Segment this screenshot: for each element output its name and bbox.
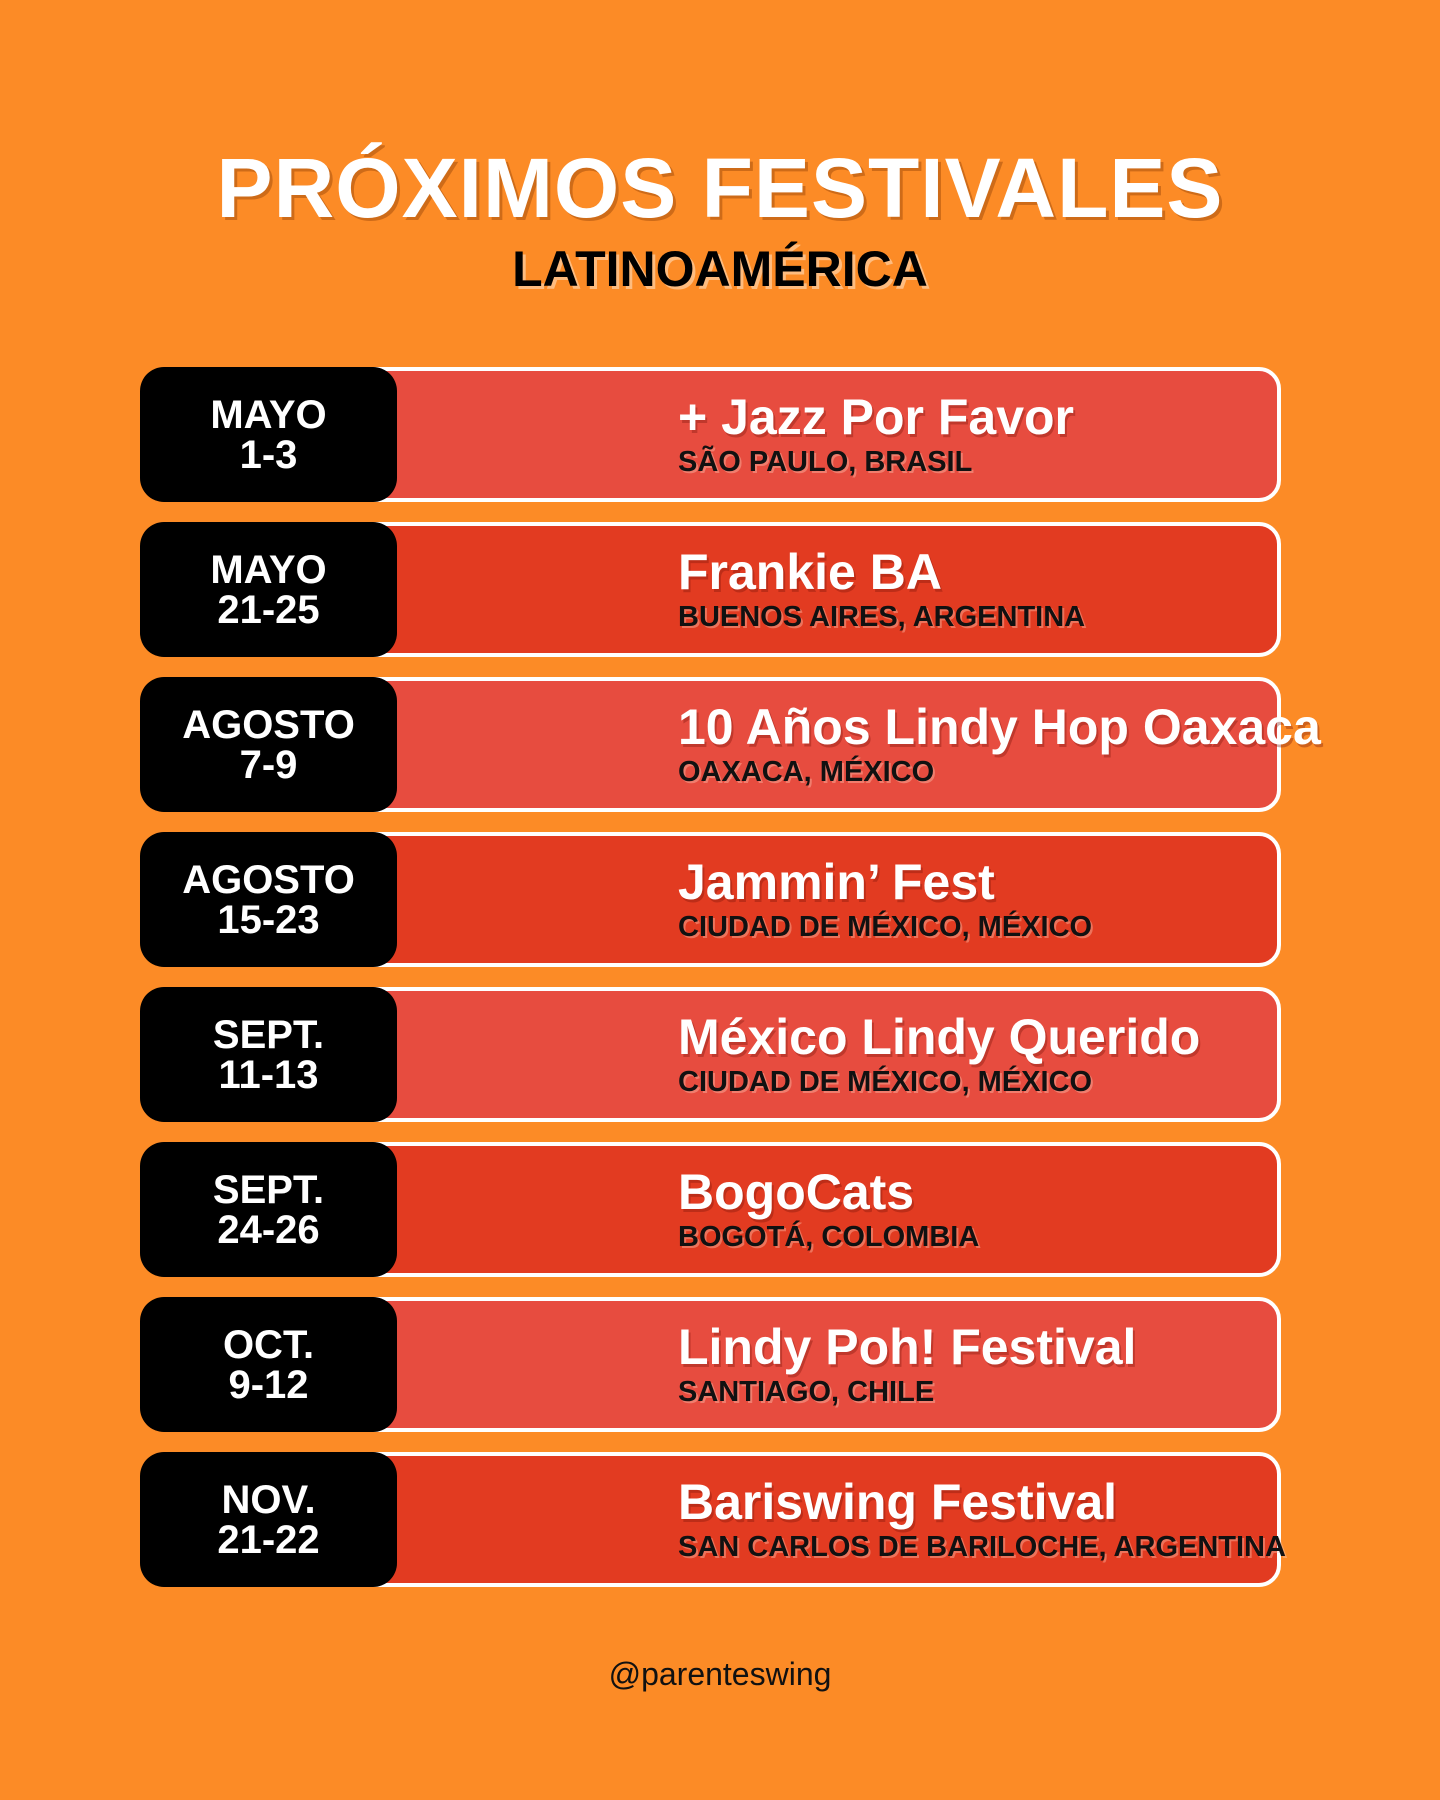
festival-name: + Jazz Por Favor xyxy=(678,389,1074,445)
festival-month: NOV. xyxy=(221,1477,316,1522)
festival-row xyxy=(140,367,1281,502)
social-handle: @parenteswing xyxy=(608,1656,832,1692)
festival-days: 15-23 xyxy=(217,897,320,942)
festival-name: 10 Años Lindy Hop Oaxaca xyxy=(678,699,1321,755)
festival-info xyxy=(678,544,1085,634)
festival-days: 7-9 xyxy=(239,742,298,787)
festival-date-box xyxy=(140,677,397,812)
festival-date-box xyxy=(140,1297,397,1432)
page-title: PRÓXIMOS FESTIVALES xyxy=(216,141,1224,235)
festival-info xyxy=(678,1319,1136,1409)
festival-days: 11-13 xyxy=(218,1052,319,1097)
festival-date-box xyxy=(140,1452,397,1587)
festival-row xyxy=(140,1452,1286,1587)
festival-info-bar xyxy=(340,832,1281,967)
festival-info xyxy=(678,699,1321,789)
festival-days: 24-26 xyxy=(217,1207,320,1252)
festival-name: Bariswing Festival xyxy=(678,1474,1118,1530)
festival-month: OCT. xyxy=(222,1322,315,1367)
festival-month: MAYO xyxy=(210,547,327,592)
festival-info-bar xyxy=(340,1452,1286,1587)
festival-info xyxy=(678,1009,1200,1099)
festival-row xyxy=(140,1142,1281,1277)
festival-info-bar xyxy=(340,677,1321,812)
festival-location: SAN CARLOS DE BARILOCHE, ARGENTINA xyxy=(678,1531,1286,1563)
festival-row xyxy=(140,987,1281,1122)
festival-info-bar xyxy=(340,987,1281,1122)
festival-date-box xyxy=(140,987,397,1122)
festival-name: Lindy Poh! Festival xyxy=(678,1319,1137,1375)
festival-info xyxy=(678,389,1074,479)
festival-month: SEPT. xyxy=(212,1012,325,1057)
festival-location: CIUDAD DE MÉXICO, MÉXICO xyxy=(678,911,1093,943)
festival-month: AGOSTO xyxy=(182,857,355,902)
festival-row xyxy=(140,832,1281,967)
festival-info xyxy=(678,854,1092,944)
festival-list xyxy=(140,367,1321,1607)
page-subtitle: LATINOAMÉRICA xyxy=(512,241,928,297)
festival-date-box xyxy=(140,832,397,967)
festival-month: MAYO xyxy=(210,392,327,437)
festival-days: 21-25 xyxy=(217,587,320,632)
festival-month: AGOSTO xyxy=(182,702,355,747)
festival-row xyxy=(140,1297,1281,1432)
festival-date-box xyxy=(140,522,397,657)
festival-name: BogoCats xyxy=(678,1164,915,1220)
festival-month: SEPT. xyxy=(212,1167,325,1212)
festival-days: 21-22 xyxy=(217,1517,320,1562)
festival-location: OAXACA, MÉXICO xyxy=(678,756,935,788)
festival-row xyxy=(140,522,1281,657)
festival-name: Frankie BA xyxy=(678,544,942,600)
festival-location: SÃO PAULO, BRASIL xyxy=(678,446,973,478)
festival-info-bar xyxy=(340,1142,1281,1277)
festival-days: 1-3 xyxy=(239,432,298,477)
festival-days: 9-12 xyxy=(228,1362,309,1407)
festival-row xyxy=(140,677,1321,812)
festival-info-bar xyxy=(340,367,1281,502)
festival-info-bar xyxy=(340,1297,1281,1432)
festival-location: BUENOS AIRES, ARGENTINA xyxy=(678,601,1086,633)
festival-location: CIUDAD DE MÉXICO, MÉXICO xyxy=(678,1066,1093,1098)
festival-name: Jammin’ Fest xyxy=(678,854,995,910)
festival-info xyxy=(678,1474,1286,1564)
festival-name: México Lindy Querido xyxy=(678,1009,1201,1065)
festival-location: SANTIAGO, CHILE xyxy=(678,1376,935,1408)
festival-location: BOGOTÁ, COLOMBIA xyxy=(678,1221,980,1253)
festival-info xyxy=(678,1164,979,1254)
festival-date-box xyxy=(140,1142,397,1277)
festival-info-bar xyxy=(340,522,1281,657)
festival-date-box xyxy=(140,367,397,502)
